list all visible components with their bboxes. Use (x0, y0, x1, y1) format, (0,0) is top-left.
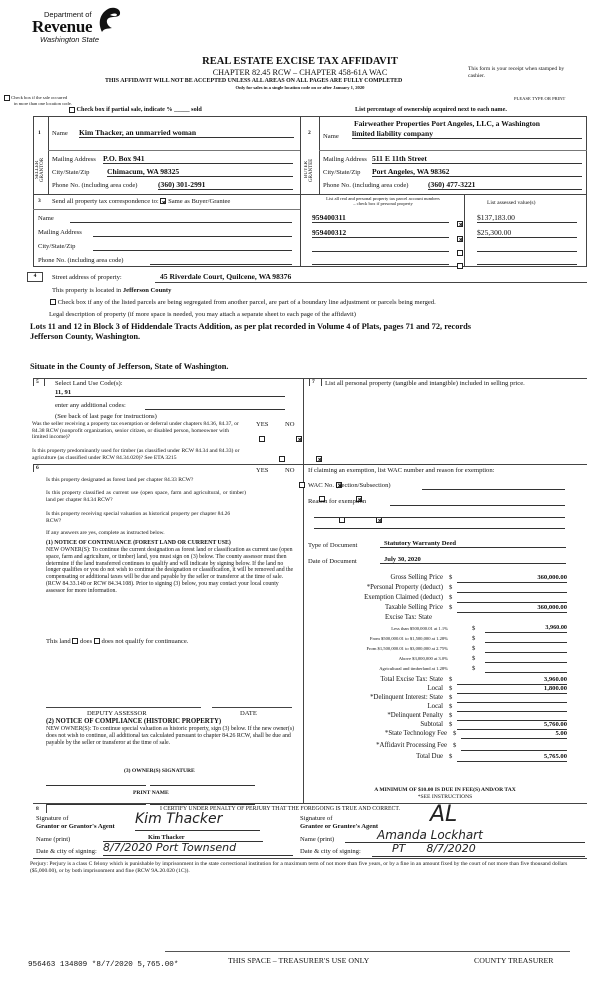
deputy-assessor-label: DEPUTY ASSESSOR (87, 710, 147, 717)
does-label: does (80, 638, 93, 645)
subtotal-field[interactable]: 5,760.00 (457, 721, 567, 730)
land-use-instructions: (See back of last page for instructions) (55, 413, 157, 420)
reason-field[interactable] (390, 505, 565, 506)
currency-symbol: $ (449, 685, 453, 692)
tax-label: *Delinquent Interest: State (370, 694, 443, 701)
currency-symbol: $ (449, 753, 453, 760)
reason-field-2[interactable] (314, 517, 565, 518)
timber-question: Is this property predominantly used for timber (as classified under RCW 84.34 and 84.33) or agriculture (as classified under RCW 84.34.020)? See ETA 3215 (32, 448, 240, 461)
grantor-date-city-field[interactable]: 8/7/2020 Port Townsend (103, 841, 293, 856)
currency-symbol: $ (472, 665, 476, 672)
buyer-city-label: City/State/Zip (323, 169, 361, 176)
currency-symbol: $ (453, 742, 457, 749)
parcel-header (302, 196, 464, 207)
land-prefix: This land (46, 638, 71, 645)
grantee-name-field[interactable]: Amanda Lockhart (345, 828, 585, 843)
currency-symbol: $ (472, 655, 476, 662)
legal-description-line1[interactable]: Lots 11 and 12 in Block 3 of Hiddendale Tracts Addition, as per plat recorded in Volume 4 of Plats, pages 71 and 72, records (30, 322, 472, 331)
print-name-field[interactable] (46, 804, 146, 805)
document-date-label: Date of Document (308, 558, 357, 565)
county-line (52, 287, 171, 295)
currency-symbol: $ (449, 594, 453, 601)
certification-statement: I CERTIFY UNDER PENALTY OF PERJURY THAT THE FOREGOING IS TRUE AND CORRECT. (160, 806, 400, 812)
buyer-mailing-field[interactable]: 511 E 11th Street (372, 154, 582, 164)
personal-property-checkbox[interactable] (457, 221, 463, 227)
tax-label: Gross Selling Price (390, 574, 443, 581)
assessed-value-field[interactable]: $137,183.00 (477, 213, 577, 223)
corr-mailing-label: Mailing Address (38, 229, 82, 236)
multi-location-checkbox[interactable] (4, 95, 10, 101)
document-type-field[interactable]: Statutory Warranty Deed (380, 540, 566, 548)
parcel-header-line2: – check box if personal property (353, 201, 413, 207)
delinquent-interest-state-field[interactable] (457, 694, 567, 703)
perjury-warning: Perjury: Perjury is a class C felony which is punishable by imprisonment in the state correctional institution for a maximum term of not more than five years, or by a fine in an amount fixed by the court of not more than five thousand dollars ($5,000.00), or by both imprisonment and fine (RCW 9A.20.020 (1C)). (30, 861, 568, 874)
continuance-row (46, 638, 188, 646)
bracket-label: Less than $500,000.01 at 1.1% (391, 626, 448, 631)
excise-tax-header: Excise Tax: State (385, 614, 432, 621)
street-address-field[interactable]: 45 Riverdale Court, Quilcene, WA 98376 (160, 272, 292, 281)
grantor-name-label: Name (print) (36, 836, 71, 843)
same-as-buyer-checkbox[interactable] (160, 198, 166, 204)
currency-symbol: $ (449, 604, 453, 611)
parcel-number-field[interactable] (312, 242, 449, 252)
wac-label: WAC No. (Section/Subsection) (308, 482, 391, 489)
assessed-value-field[interactable] (477, 242, 577, 252)
yes-header: YES (256, 421, 269, 428)
corr-mailing-field[interactable] (93, 236, 292, 237)
parcel-row (312, 255, 582, 273)
legal-description-label: Legal description of property (if more space is needed, you may attach a separate sheet to each page of the affidavit) (49, 311, 356, 318)
bracket-1-field[interactable]: 3,960.00 (485, 624, 567, 633)
dor-logo (30, 8, 130, 58)
correspondence-row (52, 198, 230, 206)
grantor-sig-label-2: Grantor or Grantor's Agent (36, 822, 115, 830)
correspondence-label: Send all property tax correspondence to: (52, 198, 159, 205)
owner-signature-field[interactable] (46, 785, 146, 786)
print-name-field-2[interactable] (150, 804, 255, 805)
bracket-label: Agricultural and timberland at 1.28% (379, 666, 448, 671)
seller-city-field[interactable]: Chimacum, WA 98325 (107, 167, 293, 177)
seller-phone-label: Phone No. (including area code) (52, 182, 138, 189)
parcel-header-line1: List all real and personal property tax parcel account numbers (326, 196, 440, 201)
grantee-name-label: Name (print) (300, 836, 335, 843)
if-yes-instruction: If any answers are yes, complete as instructed below. (46, 530, 165, 536)
notice-continuance-body: NEW OWNER(S): To continue the current designation as forest land or classification as current use (open space, farm and agriculture, or timber) land, you must sign on (3) below. The county assessor must then determine if the land transferred continues to qualify and will indicate by signing below. If the land no longer qualifies or you do not wish to continue the designation or classification, it will be removed and the compensating or additional taxes will be due and payable by the seller or transferor at the time of sale. (RCW 84.33.140 or RCW 84.34.108). Prior to signing (3) below, you may contact your local county assessor for more information. (46, 547, 294, 594)
state-technology-fee-field[interactable]: 5.00 (461, 730, 567, 739)
buyer-phone-label: Phone No. (including area code) (323, 182, 409, 189)
tax-label: Total Due (416, 753, 443, 760)
county-treasurer-label: COUNTY TREASURER (474, 956, 554, 965)
tax-label: *State Technology Fee (384, 730, 447, 737)
total-excise-state-field[interactable]: 3,960.00 (457, 676, 567, 685)
multi-location-label-2: in more than one location code. (14, 101, 72, 106)
exemption-no-checkbox[interactable] (296, 436, 302, 442)
tax-label: Local (427, 703, 443, 710)
exemption-question: Was the seller receiving a property tax exemption or deferral under chapters 84.36, 84.37, or 84.38 RCW (nonprofit organization, senior citizen, or disabled person, homeowner with limited income)? (32, 421, 239, 441)
treasurer-use-label: THIS SPACE – TREASURER'S USE ONLY (228, 956, 370, 965)
buyer-name-line1[interactable]: Fairweather Properties Port Angeles, LLC, a Washington (354, 119, 541, 128)
corr-phone-field[interactable] (150, 264, 292, 265)
grantee-sig-label-2: Grantee or Grantee's Agent (300, 822, 379, 830)
buyer-name-line2[interactable]: limited liability company (352, 129, 582, 139)
no-header: NO (285, 421, 295, 428)
buyer-phone-field[interactable]: (360) 477-3221 (428, 180, 582, 190)
parcel-number-field[interactable]: 959400311 (312, 213, 449, 223)
currency-symbol: $ (472, 635, 476, 642)
receipt-note: This form is your receipt when stamped by cashier. (468, 66, 565, 79)
parcel-number-field[interactable] (312, 255, 449, 265)
historic-question: Is this property receiving special valuation as historical property per chapter 84.26 RCW? (46, 511, 231, 524)
bracket-4-field[interactable] (485, 654, 567, 663)
land-use-codes-field[interactable]: 11, 91 (55, 389, 285, 397)
personal-property-checkbox[interactable] (457, 263, 463, 269)
same-as-buyer-label: Same as Buyer/Grantee (168, 198, 231, 205)
seller-phone-field[interactable]: (360) 301-2991 (158, 180, 293, 190)
corr-phone-label: Phone No. (including area code) (38, 257, 124, 264)
situate-statement[interactable]: Situate in the County of Jefferson, State of Washington. (30, 362, 229, 371)
tax-label: Taxable Selling Price (384, 604, 443, 611)
bracket-5-field[interactable] (485, 664, 567, 673)
forest-yes-checkbox[interactable] (299, 482, 305, 488)
land-use-label: Select Land Use Code(s): (55, 380, 123, 387)
reason-label: Reason for exemption (308, 498, 367, 505)
see-instructions-note: *SEE INSTRUCTIONS (417, 794, 473, 800)
county-value: Jefferson County (122, 287, 172, 294)
additional-codes-label: enter any additional codes: (55, 402, 126, 409)
grantor-sig-label-1: Signature of (36, 815, 69, 822)
multi-location-label-1: Check box if the sale occurred (11, 95, 68, 101)
reason-field-3[interactable] (314, 528, 565, 529)
print-name-label: PRINT NAME (133, 790, 169, 796)
grantor-name-field[interactable]: Kim Thacker (103, 834, 263, 842)
bracket-label: Above $3,000,000 at 3.0% (398, 656, 448, 661)
currency-symbol: $ (449, 712, 453, 719)
exemption-yes-checkbox[interactable] (259, 436, 265, 442)
delinquent-penalty-field[interactable] (457, 712, 567, 721)
segregated-checkbox-row[interactable] (50, 299, 436, 307)
currency-symbol: $ (472, 645, 476, 652)
partial-sale-label: Check box if partial sale, indicate % _____ sold (76, 106, 202, 113)
partial-sale-checkbox-row[interactable] (69, 106, 202, 113)
current-use-question: Is this property classified as current use (open space, farm and agricultural, or timber) land per chapter 84.34 RCW? (46, 490, 246, 503)
currency-symbol: $ (449, 584, 453, 591)
exemption-deduct-field[interactable] (457, 594, 567, 603)
form-title: REAL ESTATE EXCISE TAX AFFIDAVIT (202, 56, 398, 67)
tax-label: Subtotal (420, 721, 443, 728)
section-1-number: 1 (38, 130, 41, 136)
gross-selling-price-field[interactable]: 360,000.00 (457, 574, 567, 583)
assessor-date-label: DATE (240, 710, 257, 717)
tax-label: *Personal Property (deduct) (366, 584, 443, 591)
form-subtitle: CHAPTER 82.45 RCW – CHAPTER 458-61A WAC (212, 68, 388, 77)
section-5-number: 5 (36, 379, 39, 385)
personal-property-label: List all personal property (tangible and intangible) included in selling price. (325, 380, 525, 387)
does-qualify-checkbox[interactable] (72, 638, 78, 644)
segregated-checkbox[interactable] (50, 299, 56, 305)
notice-compliance-body: NEW OWNER(S): To continue special valuation as historic property, sign (3) below. If the new owner(s) does not wish to continue, all additional tax calculated pursuant to chapter 84.26 RCW, shall be due and payable by the seller or transferor at the time of sale. (46, 726, 295, 746)
multi-location-checkbox-row[interactable] (4, 95, 72, 106)
seller-name-label: Name (52, 130, 68, 137)
location-code-note: Only for sales in a single location code on or after January 1, 2020 (235, 85, 365, 90)
seller-grantor-label: SELLER GRANTOR (35, 157, 46, 183)
taxable-selling-price-field[interactable]: 360,000.00 (457, 604, 567, 613)
grantor-signature-field[interactable]: Kim Thacker (135, 811, 260, 831)
assessed-value-field[interactable]: $25,300.00 (477, 228, 577, 238)
buyer-mailing-label: Mailing Address (323, 156, 367, 163)
currency-symbol: $ (449, 676, 453, 683)
currency-symbol: $ (449, 703, 453, 710)
wac-field[interactable] (422, 489, 565, 490)
forest-question: Is this property designated as forest land per chapter 84.33 RCW? (46, 477, 194, 483)
total-excise-local-field[interactable]: 1,800.00 (457, 685, 567, 694)
section-7-number: 7 (312, 379, 315, 385)
additional-codes-field[interactable] (145, 409, 285, 410)
currency-symbol: $ (449, 574, 453, 581)
seller-name-field[interactable]: Kim Thacker, an unmarried woman (79, 128, 294, 138)
corr-name-label: Name (38, 215, 54, 222)
bracket-2-field[interactable] (485, 634, 567, 643)
section-8-number: 8 (36, 806, 39, 812)
logo-line3: Washington State (40, 35, 100, 44)
document-type-label: Type of Document (308, 542, 358, 549)
type-or-print: PLEASE TYPE OR PRINT (514, 96, 566, 101)
does-not-label: does not qualify for continuance. (101, 638, 189, 645)
ownership-note: List percentage of ownership acquired next to each name. (355, 106, 507, 113)
seller-city-label: City/State/Zip (52, 169, 90, 176)
owner-signature-field-2[interactable] (150, 785, 255, 786)
wa-revenue-swoosh-icon (96, 6, 122, 34)
tax-label: Exemption Claimed (deduct) (364, 594, 443, 601)
corr-city-label: City/State/Zip (38, 243, 76, 250)
yes-header: YES (256, 467, 269, 474)
owner-signature-label: (3) OWNER(S) SIGNATURE (124, 768, 195, 774)
segregated-label: Check box if any of the listed parcels are being segregated from another parcel, are part of a boundary line adjustment or parcels being merged. (57, 299, 436, 306)
notice-continuance-title: (1) NOTICE OF CONTINUANCE (FOREST LAND OR CURRENT USE) (46, 540, 231, 546)
logo-line1: Department of (44, 10, 92, 19)
does-not-qualify-checkbox[interactable] (94, 638, 100, 644)
seller-mailing-label: Mailing Address (52, 156, 96, 163)
document-date-field[interactable]: July 30, 2020 (380, 556, 566, 564)
currency-symbol: $ (472, 625, 476, 632)
notice-compliance-title: (2) NOTICE OF COMPLIANCE (HISTORIC PROPERTY) (46, 718, 222, 725)
county-prefix: This property is located in (52, 287, 122, 294)
exemption-label: If claiming an exemption, list WAC number and reason for exemption: (308, 467, 495, 474)
corr-name-field[interactable] (70, 222, 292, 223)
currency-symbol: $ (449, 721, 453, 728)
grantee-signature-field[interactable]: AL (430, 802, 458, 827)
corr-city-field[interactable] (93, 250, 292, 251)
tax-label: *Affidavit Processing Fee (376, 742, 447, 749)
assessed-value-field[interactable] (477, 255, 577, 265)
grantee-sig-label-1: Signature of (300, 815, 333, 822)
currency-symbol: $ (449, 694, 453, 701)
no-header: NO (285, 467, 295, 474)
buyer-city-field[interactable]: Port Angeles, WA 98362 (372, 167, 582, 177)
personal-property-deduct-field[interactable] (457, 584, 567, 593)
grantee-date-city-field[interactable]: PT 8/7/2020 (372, 842, 585, 857)
historic-no-checkbox[interactable] (376, 517, 382, 523)
completion-warning: THIS AFFIDAVIT WILL NOT BE ACCEPTED UNLESS ALL AREAS ON ALL PAGES ARE FULLY COMPLETED (105, 78, 403, 84)
tax-label: *Delinquent Penalty (387, 712, 443, 719)
seller-mailing-field[interactable]: P.O. Box 941 (103, 154, 293, 164)
affidavit-processing-fee-field[interactable] (461, 742, 567, 751)
grantor-signature-label (36, 815, 115, 830)
logo-line2: Revenue (32, 17, 93, 36)
historic-yes-checkbox[interactable] (339, 517, 345, 523)
timber-no-checkbox[interactable] (316, 456, 322, 462)
bracket-3-field[interactable] (485, 644, 567, 653)
section-4-number: 4 (27, 272, 43, 282)
total-due-field[interactable]: 5,765.00 (457, 753, 567, 762)
tax-label: Total Excise Tax: State (380, 676, 443, 683)
grantor-date-city-label: Date & city of signing: (36, 848, 97, 855)
currency-symbol: $ (453, 730, 457, 737)
grantee-date-city-label: Date & city of signing: (300, 848, 361, 855)
street-address-label: Street address of property: (52, 274, 122, 281)
section-2-number: 2 (308, 130, 311, 136)
bracket-label: From $1,500,000.01 to $3,000,000 at 2.75% (366, 646, 448, 651)
cashier-stamp: 956463 134809 *8/7/2020 5,765.00* (28, 961, 179, 969)
timber-yes-checkbox[interactable] (279, 456, 285, 462)
delinquent-interest-local-field[interactable] (457, 703, 567, 712)
buyer-grantee-label: BUYER GRANTEE (304, 158, 315, 182)
assessed-value-header: List assessed value(s) (487, 200, 536, 206)
buyer-name-label: Name (323, 133, 339, 140)
bracket-label: From $500,000.01 to $1,500,000 at 1.28% (369, 636, 448, 641)
minimum-fee-note: A MINIMUM OF $10.00 IS DUE IN FEE(S) AND/OR TAX (374, 787, 516, 793)
section-3-number: 3 (38, 198, 41, 204)
tax-label: Local (427, 685, 443, 692)
section-6-number: 6 (36, 465, 39, 471)
parcel-number-field[interactable]: 959400312 (312, 228, 449, 238)
partial-sale-checkbox[interactable] (69, 107, 75, 113)
legal-description-line2[interactable]: Jefferson County, Washington. (30, 332, 141, 341)
